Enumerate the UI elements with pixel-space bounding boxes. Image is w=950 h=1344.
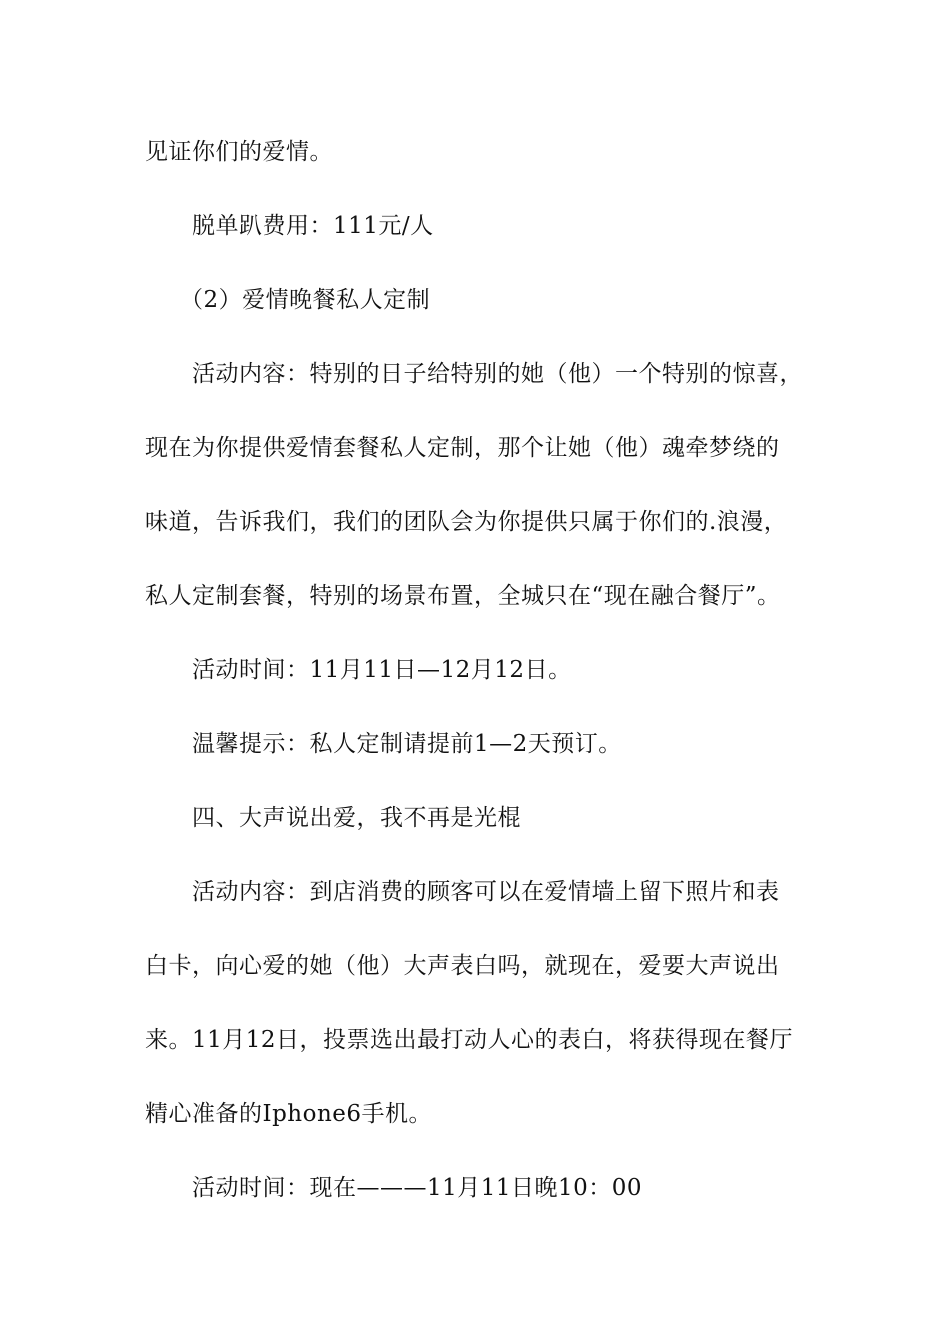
activity-time-line: 活动时间：现在———11月11日晚10：00 — [192, 1175, 643, 1201]
paragraph-line: 私人定制套餐，特别的场景布置，全城只在“现在融合餐厅”。 — [145, 583, 781, 609]
activity-time-line: 活动时间：11月11日—12月12日。 — [192, 657, 572, 683]
paragraph-line: 现在为你提供爱情套餐私人定制，那个让她（他）魂牵梦绕的 — [145, 435, 780, 461]
tip-line: 温馨提示：私人定制请提前1—2天预订。 — [192, 731, 622, 757]
section-heading: 四、大声说出爱，我不再是光棍 — [192, 805, 521, 831]
paragraph-line: 白卡，向心爱的她（他）大声表白吗，就现在，爱要大声说出 — [145, 953, 780, 979]
paragraph-line: 活动内容：到店消费的顾客可以在爱情墙上留下照片和表 — [192, 879, 780, 905]
fee-line: 脱单趴费用：111元/人 — [192, 213, 434, 239]
paragraph-line: 来。11月12日，投票选出最打动人心的表白，将获得现在餐厅 — [145, 1027, 794, 1053]
paragraph-line: 活动内容：特别的日子给特别的她（他）一个特别的惊喜， — [192, 361, 803, 387]
paragraph-line: 精心准备的Iphone6手机。 — [145, 1101, 433, 1127]
paragraph-line: 见证你们的爱情。 — [145, 139, 333, 165]
paragraph-line: 味道，告诉我们，我们的团队会为你提供只属于你们的.浪漫， — [145, 509, 788, 535]
section-heading: （2）爱情晚餐私人定制 — [180, 287, 431, 313]
